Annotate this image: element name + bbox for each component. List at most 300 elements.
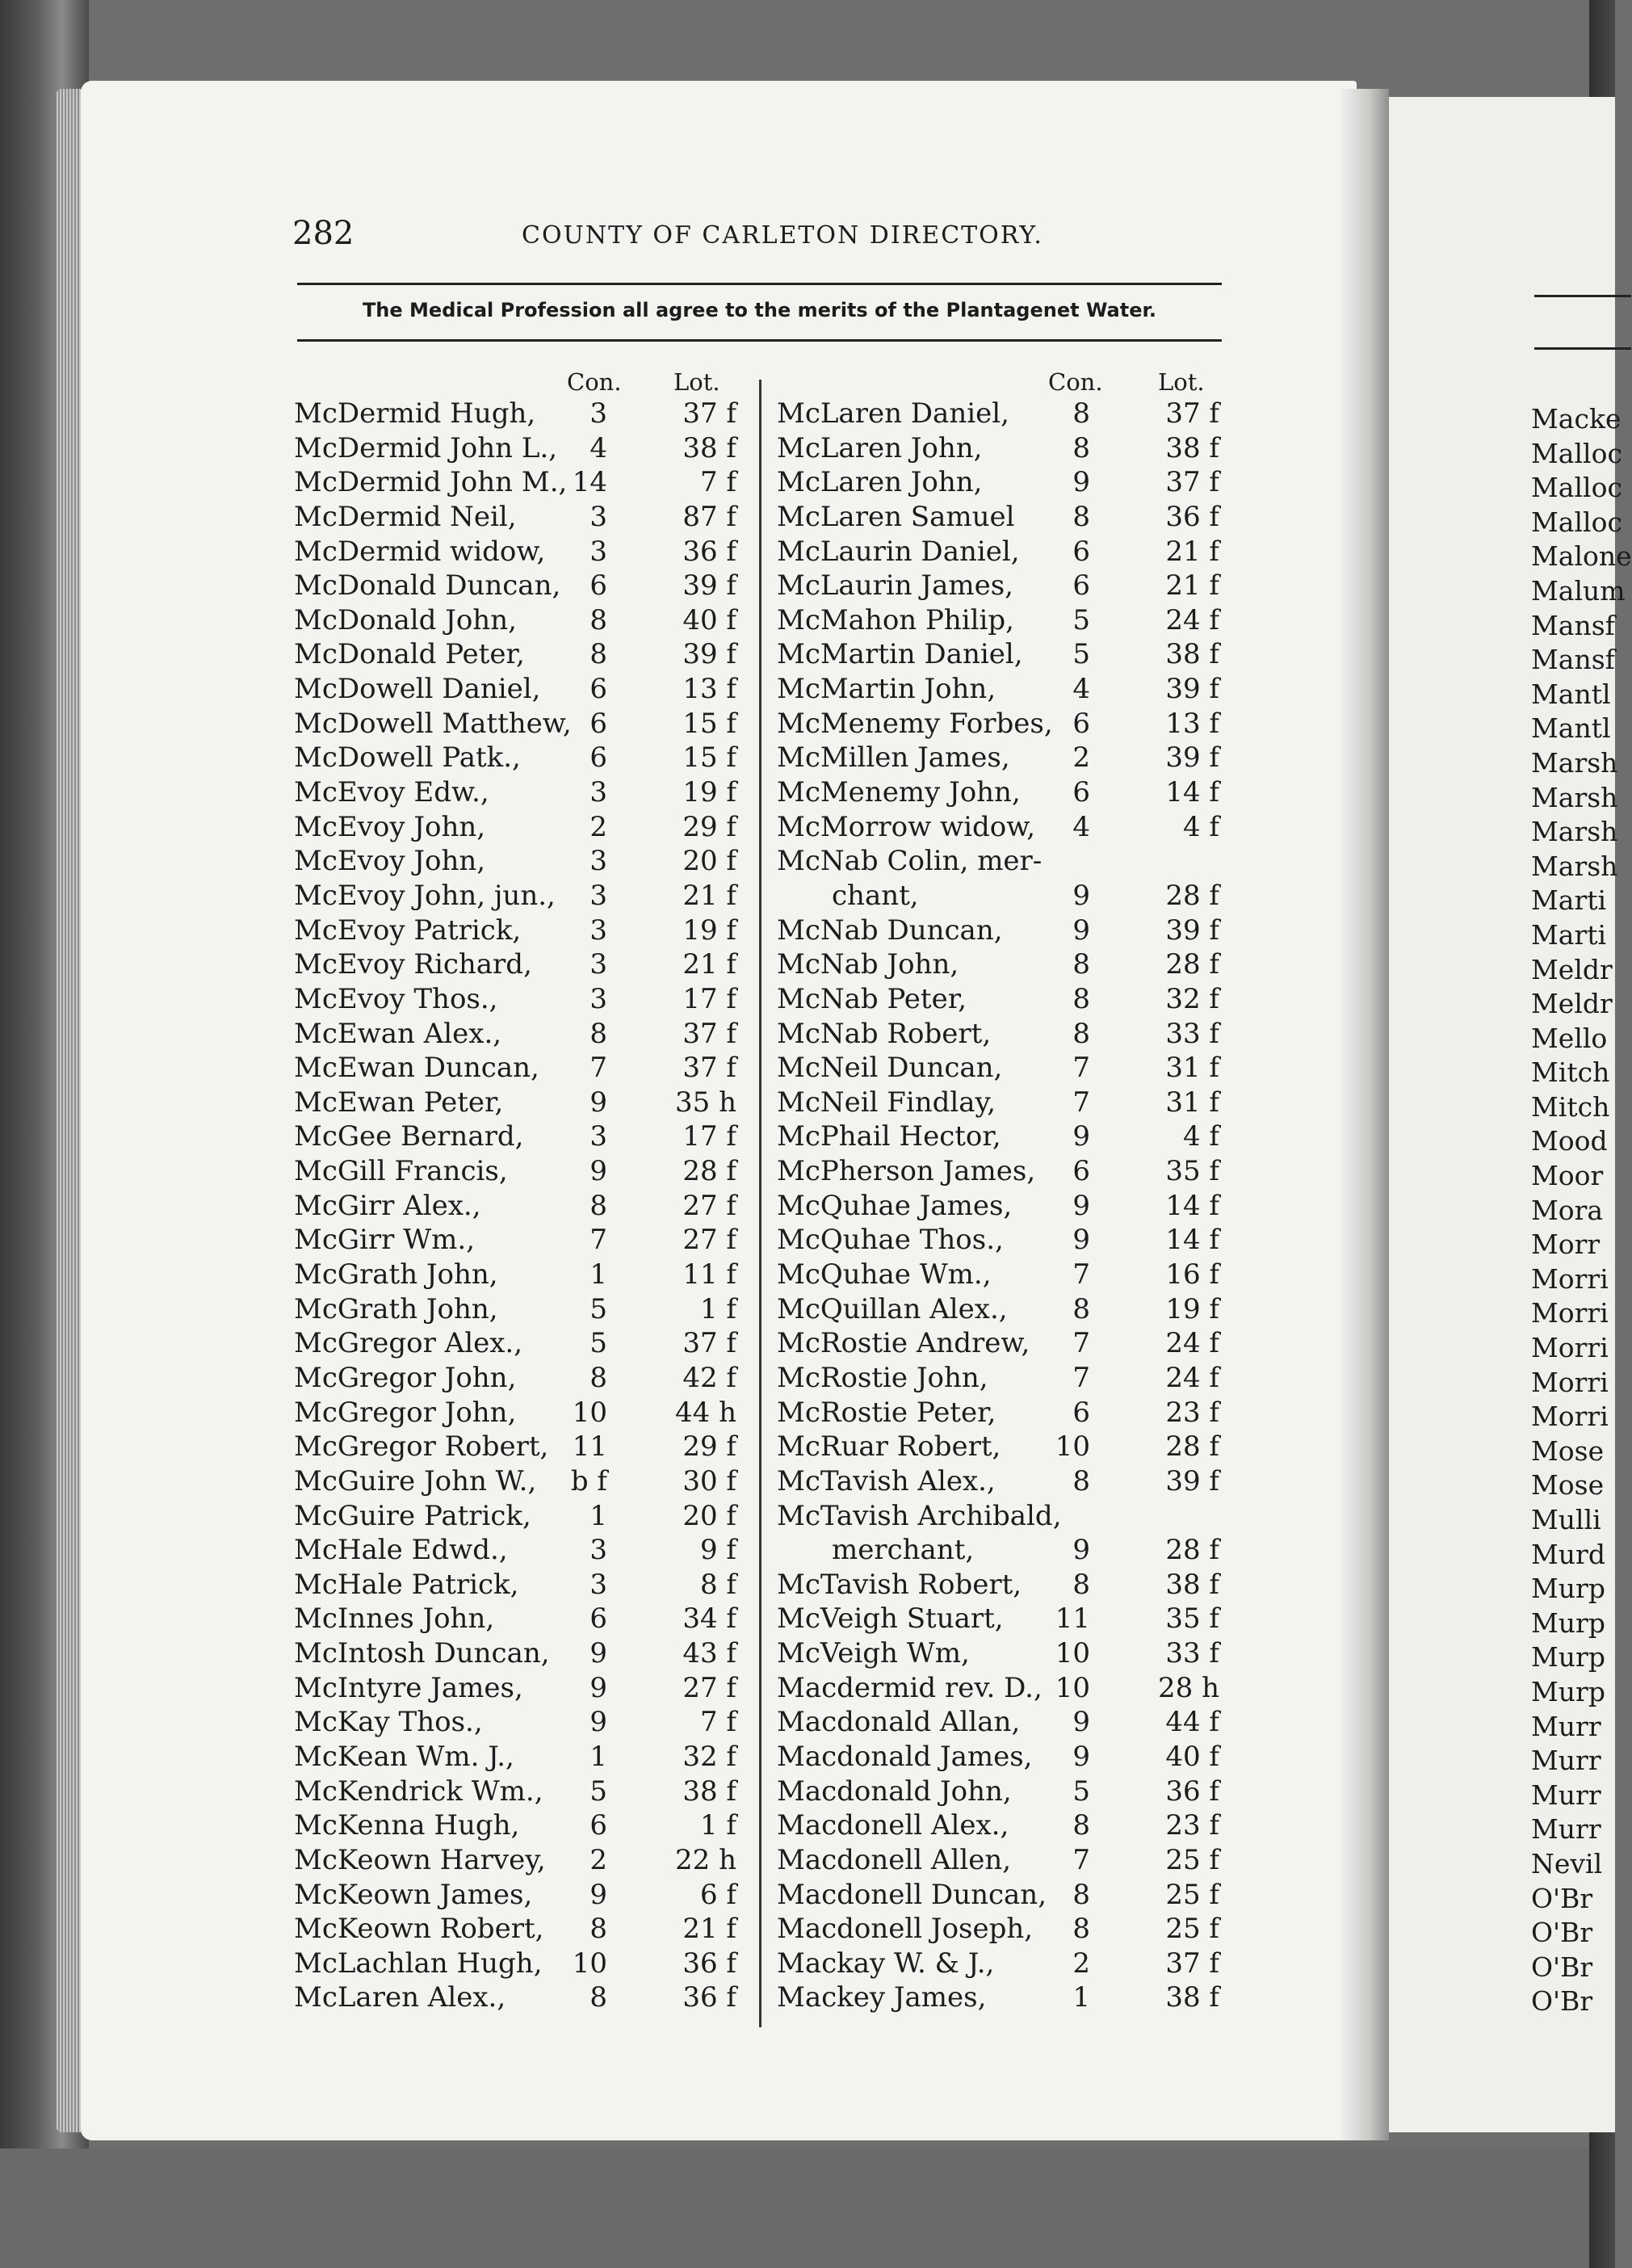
entry-lot: 35 f <box>1165 1155 1219 1188</box>
entry-name: McGrath John, <box>294 1292 498 1325</box>
directory-entry <box>777 1705 1229 1740</box>
directory-entry <box>294 1361 746 1396</box>
facing-entry-fragment: Mulli <box>1531 1504 1601 1535</box>
entry-name: McDermid John L., <box>294 431 558 464</box>
entry-concession: 8 <box>589 1913 607 1946</box>
entry-name: McMillen James, <box>777 741 1010 775</box>
entry-concession: 3 <box>589 879 607 912</box>
entry-concession: 7 <box>1072 1327 1090 1360</box>
entry-name: McDermid Neil, <box>294 500 517 533</box>
entry-lot: 27 f <box>682 1189 736 1222</box>
directory-entry <box>294 1568 746 1602</box>
directory-entry <box>777 1396 1229 1430</box>
entry-name: McMorrow widow, <box>777 810 1036 843</box>
entry-concession: 1 <box>589 1740 607 1773</box>
entry-name: McKeown James, <box>294 1878 533 1911</box>
directory-entry <box>777 1808 1229 1843</box>
entry-name: McGuire Patrick, <box>294 1499 531 1532</box>
entry-concession: 6 <box>1072 535 1090 568</box>
entry-concession: 9 <box>589 1637 607 1670</box>
entry-lot: 28 f <box>1165 879 1219 912</box>
directory-entry <box>777 1980 1229 2015</box>
entry-concession: 10 <box>1055 1430 1090 1464</box>
entry-concession: 8 <box>1072 1913 1090 1946</box>
entry-lot: 17 f <box>682 1120 736 1153</box>
directory-entry <box>777 1119 1229 1154</box>
entry-concession: 8 <box>1072 1878 1090 1911</box>
entry-lot: 13 f <box>682 673 736 706</box>
directory-entry <box>294 1740 746 1774</box>
entry-lot: 14 f <box>1165 1189 1219 1222</box>
directory-entry <box>777 1051 1229 1086</box>
entry-name: McTavish Archibald, <box>777 1499 1062 1532</box>
entry-lot: 21 f <box>682 879 736 912</box>
entry-concession: 8 <box>1072 1292 1090 1325</box>
entry-concession: 8 <box>589 1017 607 1050</box>
directory-entry <box>777 500 1229 535</box>
directory-entry <box>294 1017 746 1052</box>
entry-concession: 5 <box>1072 1774 1090 1808</box>
facing-entry-fragment: Morri <box>1531 1297 1609 1329</box>
facing-entry-fragment: Morri <box>1531 1262 1609 1295</box>
entry-lot: 28 f <box>1165 1534 1219 1567</box>
entry-lot: 37 f <box>682 1017 736 1050</box>
facing-entry-fragment: Murp <box>1531 1675 1605 1707</box>
directory-entry <box>294 1326 746 1361</box>
facing-entry-fragment: Morr <box>1531 1228 1601 1261</box>
directory-entry <box>294 465 746 500</box>
entry-concession: 3 <box>589 948 607 981</box>
entry-lot: 21 f <box>1165 569 1219 603</box>
entry-name: McEvoy John, <box>294 810 486 843</box>
entry-concession: 8 <box>589 1981 607 2014</box>
directory-entry <box>777 741 1229 775</box>
entry-lot: 34 f <box>682 1602 736 1636</box>
directory-entry <box>777 707 1229 741</box>
left-lot-header: Lot. <box>673 368 720 396</box>
header-rule-top <box>297 283 1222 285</box>
entry-name: McEvoy John, <box>294 845 486 878</box>
facing-entry-fragment: Murr <box>1531 1745 1601 1777</box>
entry-name: McPhail Hector, <box>777 1120 1001 1153</box>
entry-concession: 6 <box>1072 707 1090 740</box>
directory-entry <box>777 397 1229 431</box>
entry-name: McVeigh Wm, <box>777 1637 970 1670</box>
entry-concession: 8 <box>1072 948 1090 981</box>
entry-name: Macdonald James, <box>777 1740 1033 1773</box>
entry-concession: 9 <box>1072 914 1090 947</box>
entry-lot: 39 f <box>1165 914 1219 947</box>
entry-concession: 9 <box>1072 1706 1090 1739</box>
entry-concession: 1 <box>1072 1981 1090 2014</box>
facing-entry-fragment: Murp <box>1531 1573 1605 1605</box>
entry-concession: 5 <box>589 1774 607 1808</box>
entry-name: McGirr Wm., <box>294 1224 476 1257</box>
entry-name: McIntyre James, <box>294 1671 523 1704</box>
directory-entry <box>777 1843 1229 1878</box>
directory-entry <box>294 1430 746 1464</box>
entry-lot: 39 f <box>1165 741 1219 775</box>
directory-entry <box>294 1051 746 1086</box>
directory-entry <box>777 1602 1229 1636</box>
entry-name: McNab Duncan, <box>777 914 1003 947</box>
entry-name: McQuillan Alex., <box>777 1292 1008 1325</box>
directory-entry <box>294 1980 746 2015</box>
entry-lot: 21 f <box>1165 535 1219 568</box>
entry-lot: 29 f <box>682 810 736 843</box>
entry-lot: 28 f <box>682 1155 736 1188</box>
directory-entry <box>777 1912 1229 1947</box>
entry-concession: 10 <box>572 1947 607 1980</box>
entry-lot: 15 f <box>682 707 736 740</box>
directory-entry <box>777 947 1229 982</box>
entry-lot: 25 f <box>1165 1878 1219 1911</box>
entry-lot: 39 f <box>1165 673 1219 706</box>
entry-name: McMenemy Forbes, <box>777 707 1053 740</box>
entry-lot: 38 f <box>682 1774 736 1808</box>
entry-name: Macdonald Allan, <box>777 1706 1021 1739</box>
entry-name: McRostie John, <box>777 1361 988 1394</box>
entry-name: Macdonell Alex., <box>777 1809 1009 1842</box>
facing-entry-fragment: Moor <box>1531 1160 1604 1192</box>
entry-concession: 2 <box>1072 1947 1090 1980</box>
entry-concession: 6 <box>589 569 607 603</box>
entry-concession: 3 <box>589 776 607 809</box>
directory-entry <box>294 1223 746 1258</box>
entry-concession: 2 <box>589 810 607 843</box>
directory-entry <box>777 1223 1229 1258</box>
entry-concession: 6 <box>1072 776 1090 809</box>
directory-entry <box>294 1843 746 1878</box>
entry-name: McVeigh Stuart, <box>777 1602 1004 1636</box>
directory-entry <box>294 1947 746 1981</box>
facing-entry-fragment: Mansf <box>1531 609 1615 641</box>
facing-rule-top <box>1534 295 1631 297</box>
facing-entry-fragment: Marsh <box>1531 746 1618 779</box>
entry-concession: 9 <box>1072 1189 1090 1222</box>
entry-lot: 9 f <box>699 1534 736 1567</box>
right-con-header: Con. <box>1048 368 1103 396</box>
entry-concession: 7 <box>1072 1258 1090 1292</box>
entry-concession: 9 <box>1072 1534 1090 1567</box>
entry-lot: 36 f <box>682 535 736 568</box>
entry-concession: 8 <box>1072 1568 1090 1601</box>
entry-concession: 9 <box>1072 1224 1090 1257</box>
entry-name: McDowell Daniel, <box>294 673 541 706</box>
entry-name: Mackey James, <box>777 1981 987 2014</box>
directory-entry <box>294 1396 746 1430</box>
directory-entry <box>294 1533 746 1568</box>
entry-concession: 1 <box>589 1258 607 1292</box>
entry-concession: 6 <box>1072 1396 1090 1429</box>
entry-name: McLaren Alex., <box>294 1981 506 2014</box>
entry-concession: 9 <box>589 1086 607 1119</box>
entry-lot: 28 h <box>1158 1671 1219 1704</box>
entry-name: McDonald John, <box>294 603 517 636</box>
facing-entry-fragment: Mello <box>1531 1022 1608 1054</box>
entry-lot: 17 f <box>682 982 736 1015</box>
book-gutter <box>1340 89 1389 2140</box>
entry-lot: 44 h <box>675 1396 736 1429</box>
entry-lot: 8 f <box>699 1568 736 1601</box>
entry-lot: 20 f <box>682 1499 736 1532</box>
entry-lot: 35 h <box>675 1086 736 1119</box>
directory-entry <box>777 775 1229 810</box>
entry-concession: 8 <box>1072 1464 1090 1497</box>
directory-entry <box>777 1464 1229 1499</box>
entry-name: Macdonell Duncan, <box>777 1878 1047 1911</box>
entry-name: Macdonell Joseph, <box>777 1913 1034 1946</box>
entry-lot: 40 f <box>682 603 736 636</box>
entry-concession: 14 <box>572 466 607 499</box>
entry-lot: 38 f <box>1165 1568 1219 1601</box>
advertisement-line: The Medical Profession all agree to the merits of the Plantagenet Water. <box>362 299 1157 321</box>
entry-lot: 28 f <box>1165 1430 1219 1464</box>
entry-name: McIntosh Duncan, <box>294 1637 550 1670</box>
entry-name: McEvoy John, jun., <box>294 879 556 912</box>
entry-concession: 3 <box>589 1120 607 1153</box>
entry-lot: 4 f <box>1182 1120 1219 1153</box>
entry-concession: 6 <box>589 1809 607 1842</box>
entry-concession: 8 <box>589 1361 607 1394</box>
entry-lot: 4 f <box>1182 810 1219 843</box>
left-con-header: Con. <box>567 368 622 396</box>
entry-name: McDowell Patk., <box>294 741 521 775</box>
directory-entry <box>294 569 746 603</box>
directory-entry <box>777 603 1229 638</box>
entry-name: McKenna Hugh, <box>294 1809 520 1842</box>
facing-entry-fragment: Mitch <box>1531 1056 1610 1089</box>
entry-name: McLaurin James, <box>777 569 1013 603</box>
directory-entry <box>777 1774 1229 1809</box>
facing-entry-fragment: Marsh <box>1531 781 1618 813</box>
entry-lot: 22 h <box>675 1843 736 1876</box>
entry-name: McDonald Peter, <box>294 638 525 671</box>
entry-name: McGill Francis, <box>294 1155 508 1188</box>
entry-concession: 7 <box>1072 1086 1090 1119</box>
entry-lot: 38 f <box>1165 431 1219 464</box>
entry-lot: 37 f <box>682 1052 736 1085</box>
facing-entry-fragment: Mantl <box>1531 678 1611 710</box>
entry-lot: 39 f <box>682 569 736 603</box>
entry-concession: 8 <box>589 1189 607 1222</box>
facing-entry-fragment: Meldr <box>1531 988 1613 1020</box>
column-divider <box>759 380 761 2027</box>
entry-name: McRuar Robert, <box>777 1430 1001 1464</box>
directory-entry <box>777 672 1229 707</box>
entry-name: McNab Robert, <box>777 1017 992 1050</box>
directory-entry <box>294 535 746 569</box>
entry-name: McEwan Alex., <box>294 1017 502 1050</box>
entry-lot: 28 f <box>1165 948 1219 981</box>
entry-concession: 3 <box>589 1534 607 1567</box>
entry-name: McPherson James, <box>777 1155 1036 1188</box>
directory-entry <box>294 879 746 914</box>
facing-entry-fragment: Meldr <box>1531 953 1613 985</box>
directory-entry <box>294 1292 746 1327</box>
entry-concession: 6 <box>589 1602 607 1636</box>
entry-lot: 27 f <box>682 1224 736 1257</box>
directory-entry <box>294 397 746 431</box>
facing-entry-fragment: Malone <box>1531 540 1632 573</box>
entry-concession: 8 <box>589 638 607 671</box>
directory-entry <box>777 1636 1229 1671</box>
directory-entry <box>777 1292 1229 1327</box>
entry-lot: 25 f <box>1165 1843 1219 1876</box>
directory-entry <box>777 1017 1229 1052</box>
facing-rule-bottom <box>1534 347 1631 350</box>
facing-entry-fragment: Marti <box>1531 918 1607 951</box>
entry-concession: 9 <box>1072 879 1090 912</box>
entry-lot: 36 f <box>1165 500 1219 533</box>
entry-lot: 24 f <box>1165 603 1219 636</box>
entry-name: McKay Thos., <box>294 1706 483 1739</box>
directory-entry <box>777 535 1229 569</box>
entry-concession: 3 <box>589 845 607 878</box>
entry-lot: 19 f <box>682 914 736 947</box>
directory-entry <box>294 1154 746 1189</box>
entry-lot: 37 f <box>1165 397 1219 430</box>
entry-name: Macdonald John, <box>777 1774 1012 1808</box>
entry-name: McMahon Philip, <box>777 603 1014 636</box>
facing-entry-fragment: Morri <box>1531 1332 1609 1364</box>
entry-name: McNab Colin, mer- <box>777 845 1043 878</box>
entry-lot: 38 f <box>1165 638 1219 671</box>
entry-concession: 4 <box>589 431 607 464</box>
entry-lot: 24 f <box>1165 1327 1219 1360</box>
facing-entry-fragment: O'Br <box>1531 1882 1593 1914</box>
entry-lot: 38 f <box>1165 1981 1219 2014</box>
entry-lot: 16 f <box>1165 1258 1219 1292</box>
directory-entry <box>294 1912 746 1947</box>
entry-name: Macdermid rev. D., <box>777 1671 1043 1704</box>
facing-entry-fragment: O'Br <box>1531 1951 1593 1983</box>
entry-concession: 9 <box>589 1671 607 1704</box>
directory-entry <box>294 914 746 948</box>
entry-name: McGregor Alex., <box>294 1327 523 1360</box>
entry-name: McLaurin Daniel, <box>777 535 1020 568</box>
entry-lot: 1 f <box>699 1292 736 1325</box>
entry-concession: 7 <box>1072 1361 1090 1394</box>
entry-concession: 3 <box>589 982 607 1015</box>
right-lot-header: Lot. <box>1158 368 1205 396</box>
facing-page-names <box>1531 402 1632 2019</box>
entry-name: McDonald Duncan, <box>294 569 561 603</box>
directory-entry <box>777 982 1229 1017</box>
entry-lot: 23 f <box>1165 1809 1219 1842</box>
entry-name: Mackay W. & J., <box>777 1947 995 1980</box>
directory-entry <box>294 707 746 741</box>
entry-concession: 11 <box>1055 1602 1090 1636</box>
header-rule-bottom <box>297 339 1222 342</box>
entry-name: McLaren Samuel <box>777 500 1015 533</box>
directory-entry <box>777 1154 1229 1189</box>
entry-name: merchant, <box>777 1534 975 1567</box>
entry-name: McNeil Findlay, <box>777 1086 996 1119</box>
directory-entry <box>777 1361 1229 1396</box>
entry-name: McTavish Robert, <box>777 1568 1022 1601</box>
entry-name: McEvoy Richard, <box>294 948 532 981</box>
entry-concession: 5 <box>589 1292 607 1325</box>
directory-entry <box>294 1602 746 1636</box>
entry-name: McLaren Daniel, <box>777 397 1009 430</box>
entry-lot: 24 f <box>1165 1361 1219 1394</box>
entry-name: McGregor John, <box>294 1396 517 1429</box>
entry-concession: 8 <box>1072 397 1090 430</box>
entry-name: McQuhae Thos., <box>777 1224 1004 1257</box>
facing-entry-fragment: Malum <box>1531 574 1626 607</box>
entry-concession: 10 <box>572 1396 607 1429</box>
directory-entry <box>777 431 1229 466</box>
entry-concession: 4 <box>1072 810 1090 843</box>
facing-entry-fragment: Macke <box>1531 403 1622 435</box>
entry-lot: 37 f <box>1165 466 1219 499</box>
entry-name: McInnes John, <box>294 1602 495 1636</box>
entry-name: McDowell Matthew, <box>294 707 572 740</box>
directory-entry <box>294 637 746 672</box>
entry-concession: 6 <box>589 673 607 706</box>
entry-lot: 7 f <box>699 466 736 499</box>
entry-name: McMenemy John, <box>777 776 1021 809</box>
directory-entry <box>294 1636 746 1671</box>
directory-entry <box>294 775 746 810</box>
entry-name: McGregor Robert, <box>294 1430 549 1464</box>
facing-entry-fragment: Murr <box>1531 1813 1601 1846</box>
right-column <box>777 397 1229 2015</box>
facing-entry-fragment: Murr <box>1531 1779 1601 1811</box>
entry-concession: 5 <box>1072 638 1090 671</box>
entry-concession: 2 <box>1072 741 1090 775</box>
directory-entry <box>294 672 746 707</box>
entry-concession: 8 <box>1072 982 1090 1015</box>
entry-lot: 11 f <box>682 1258 736 1292</box>
entry-concession: 7 <box>1072 1843 1090 1876</box>
entry-lot: 44 f <box>1165 1706 1219 1739</box>
entry-name: McQuhae Wm., <box>777 1258 992 1292</box>
entry-concession: 6 <box>589 707 607 740</box>
directory-entry <box>777 1326 1229 1361</box>
directory-entry <box>777 1671 1229 1706</box>
entry-name: McRostie Peter, <box>777 1396 996 1429</box>
entry-name: chant, <box>777 879 919 912</box>
entry-concession: 8 <box>1072 1017 1090 1050</box>
directory-entry <box>777 1189 1229 1224</box>
entry-concession: 9 <box>589 1155 607 1188</box>
entry-lot: 25 f <box>1165 1913 1219 1946</box>
entry-concession: 9 <box>1072 466 1090 499</box>
facing-entry-fragment: O'Br <box>1531 1917 1593 1949</box>
entry-concession: 11 <box>572 1430 607 1464</box>
directory-entry <box>777 569 1229 603</box>
directory-entry <box>294 810 746 845</box>
directory-entry <box>294 431 746 466</box>
facing-entry-fragment: Malloc <box>1531 506 1622 538</box>
entry-name: McGrath John, <box>294 1258 498 1292</box>
entry-name: McNab John, <box>777 948 959 981</box>
directory-entry <box>777 1499 1229 1534</box>
entry-concession: 8 <box>1072 1809 1090 1842</box>
entry-concession: 9 <box>1072 1740 1090 1773</box>
directory-entry <box>777 844 1229 879</box>
facing-entry-fragment: Morri <box>1531 1366 1609 1398</box>
facing-entry-fragment: Mood <box>1531 1125 1608 1157</box>
entry-lot: 31 f <box>1165 1086 1219 1119</box>
entry-lot: 37 f <box>682 1327 736 1360</box>
directory-entry <box>777 465 1229 500</box>
entry-name: McRostie Andrew, <box>777 1327 1030 1360</box>
entry-concession: 9 <box>1072 1120 1090 1153</box>
entry-concession: 9 <box>589 1706 607 1739</box>
